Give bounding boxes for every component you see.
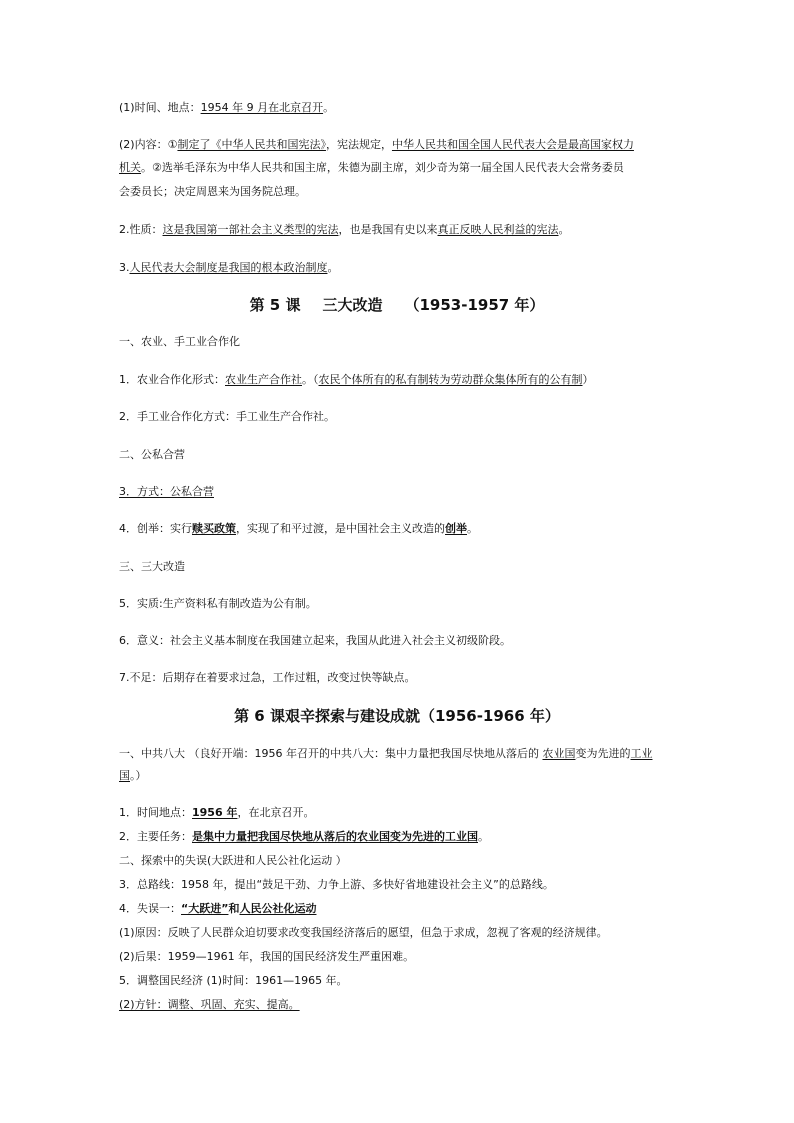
lesson6-item1 [119,806,314,820]
underlined-text: 创举 [445,522,467,535]
text: ，宪法规定， [325,138,392,151]
meeting-time-place [119,101,334,115]
title-text: 第 6 课艰辛探索与建设成就（1956-1966 年） [234,707,560,725]
meeting-content-line3 [119,185,306,199]
meeting-content-line1 [119,138,634,152]
lesson6-section1-line2 [119,769,147,783]
underlined-text: 人民代表大会制度是我国的根本政治制度 [129,261,328,274]
text: 。②选举毛泽东为中华人民共和国主席，朱德为副主席，刘少奇为第一届全国人民代表大会常务委员 [141,161,624,174]
label: 2.性质： [119,223,163,236]
lesson6-section2-heading [119,854,347,868]
lesson6-item4 [119,902,316,916]
text: 二、公私合营 [119,448,185,461]
lesson6-section1-line1 [119,747,652,761]
lesson6-item2 [119,830,489,844]
text: ，在北京召开。 [237,806,315,819]
lesson5-section1-heading [119,335,240,349]
title-part: 三大改造 [322,296,383,314]
text: 6．意义：社会主义基本制度在我国建立起来，我国从此进入社会主义初级阶段。 [119,634,511,647]
text: 。（ [302,373,319,386]
underlined-text: 人民公社化运动 [239,902,317,915]
text: (1)原因：反映了人民群众迫切要求改变我国经济落后的愿望，但急于求成，忽视了客观的经济规律。 [119,926,608,939]
text: 2．手工业合作化方式：手工业生产合作社。 [119,410,335,423]
label: 3. [119,261,130,274]
underlined-text: 农业国 [542,747,576,760]
text: 。） [130,769,147,782]
lesson6-title [0,707,794,725]
text: 会委员长；决定周恩来为国务院总理。 [119,185,306,198]
text: ，也是我国有史以来 [338,223,438,236]
text: 。 [323,101,335,114]
label: 1．时间地点： [119,806,192,819]
underlined-text: 真正反映人民利益的宪法 [437,223,559,236]
text: 。 [327,261,339,274]
underlined-text: 1956 年 [192,806,238,819]
label: 4．失误一： [119,902,181,915]
lesson6-item5 [119,974,348,988]
label: 2．主要任务： [119,830,192,843]
underlined-text: 机关 [119,161,141,174]
text: ，实现了和平过渡，是中国社会主义改造的 [236,522,445,535]
lesson5-item6 [119,634,511,648]
meeting-content-line2 [119,161,624,175]
text: 和 [228,902,240,915]
text: 三、三大改造 [119,560,185,573]
text: ） [582,373,594,386]
text: 5．调整国民经济 (1)时间：1961—1965 年。 [119,974,348,987]
underlined-text: 国 [119,769,130,782]
nature-line [119,223,570,237]
underlined-text: 赎买政策 [192,522,236,535]
underlined-text: 中华人民共和国全国人民代表大会是最高国家权力 [391,138,634,151]
text: 变为先进的 [575,747,631,760]
lesson5-item3 [119,485,214,499]
title-part: （1953-1957 年） [404,296,545,314]
text: 一、农业、手工业合作化 [119,335,240,348]
lesson6-item3 [119,878,554,892]
text: 。 [478,830,489,843]
label: (2)内容：① [119,138,178,151]
label: 1．农业合作化形式： [119,373,225,386]
underlined-text: 工业 [630,747,653,760]
system-line [119,261,339,275]
title-part: 第 5 课 [249,296,301,314]
lesson6-cause [119,926,608,940]
lesson5-item2 [119,410,335,424]
lesson5-item4 [119,522,478,536]
lesson6-effect [119,950,414,964]
lesson5-section2-heading [119,448,185,462]
lesson5-title [0,296,794,314]
underlined-text: 农业生产合作社 [225,373,302,386]
text: 3．总路线：1958 年，提出“鼓足干劲、力争上游、多快好省地建设社会主义”的总路线。 [119,878,554,891]
lesson5-item1 [119,373,594,387]
lesson5-item5 [119,597,317,611]
underlined-text: 农民个体所有的私有制转为劳动群众集体所有的公有制 [318,373,583,386]
lesson5-item7 [119,671,416,685]
underlined-text: 是集中力量把我国尽快地从落后的农业国变为先进的工业国 [192,830,478,843]
text: 7.不足：后期存在着要求过急，工作过粗，改变过快等缺点。 [119,671,416,684]
text: 。 [467,522,478,535]
underlined-text: 制定了《中华人民共和国宪法》 [177,138,326,151]
label: (1)时间、地点： [119,101,201,114]
text: (2)后果：1959—1961 年，我国的国民经济发生严重困难。 [119,950,415,963]
underlined-text: 3．方式：公私合营 [119,485,214,498]
text: 5．实质:生产资料私有制改造为公有制。 [119,597,317,610]
label: 4．创举：实行 [119,522,192,535]
text: 二、探索中的失误(大跃进和人民公社化运动 ） [119,854,347,867]
underlined-text: (2)方针：调整、巩固、充实、提高。 [119,998,300,1011]
underlined-text: 这是我国第一部社会主义类型的宪法 [162,223,339,236]
text: 一、中共八大 （良好开端：1956 年召开的中共八大：集中力量把我国尽快地从落后的 [119,747,543,760]
text: 。 [558,223,570,236]
lesson5-section3-heading [119,560,185,574]
lesson6-policy [119,998,300,1012]
underlined-text: “大跃进” [181,902,229,915]
underlined-text: 1954 年 9 月在北京召开 [200,101,324,114]
